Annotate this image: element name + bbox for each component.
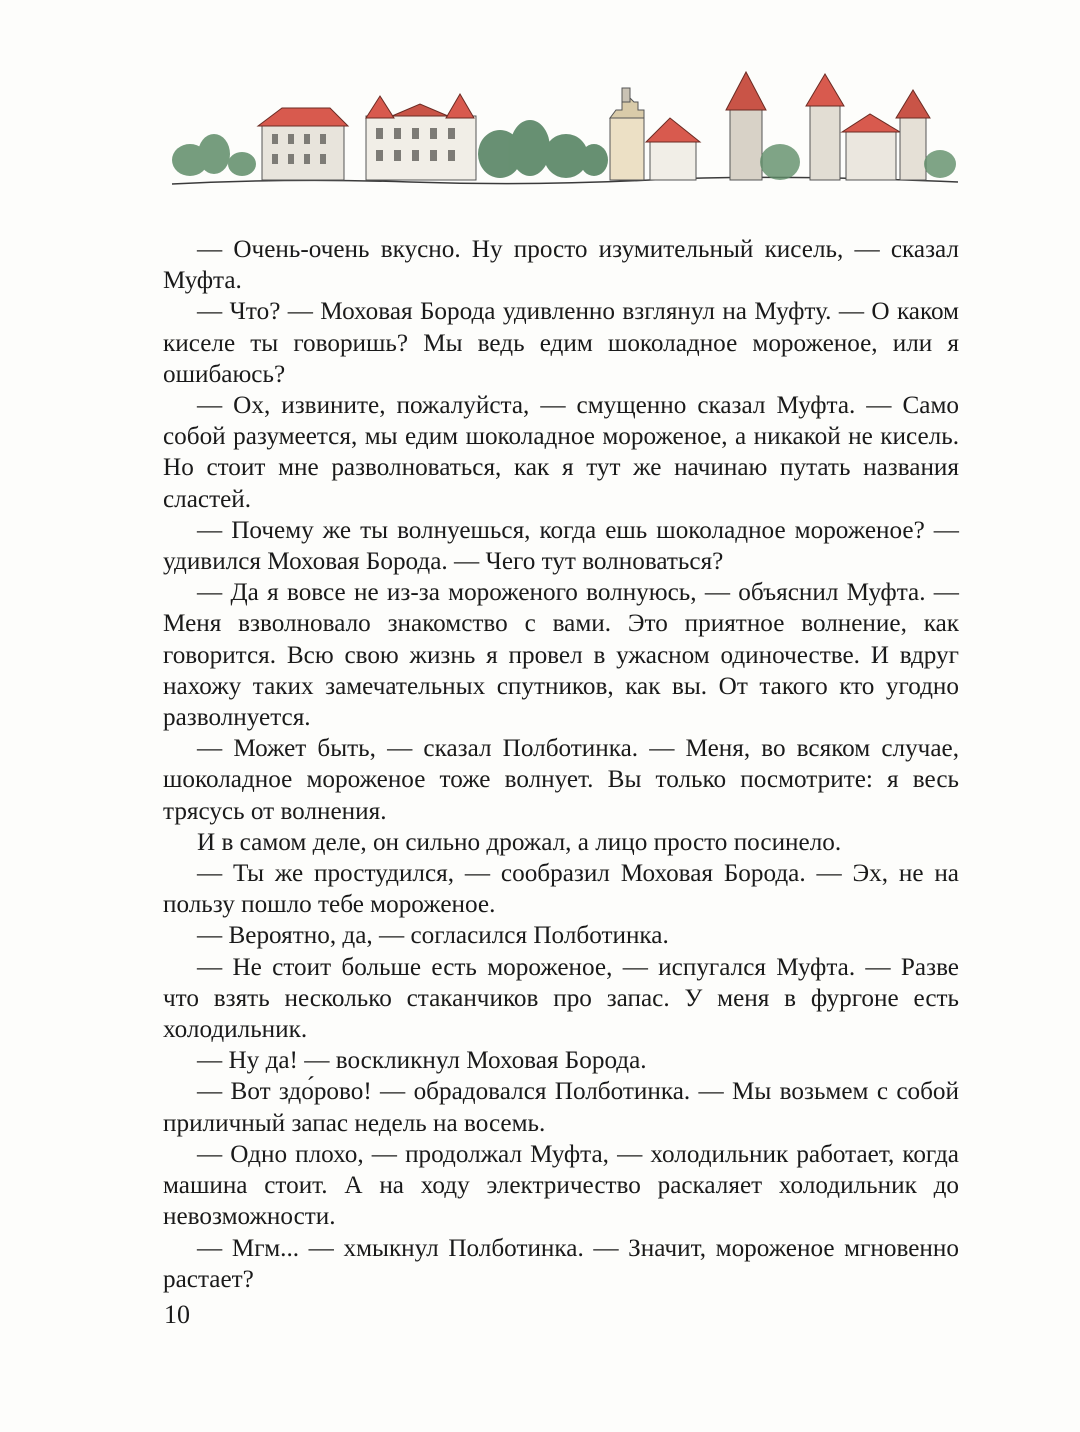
paragraph: — Одно плохо, — продолжал Муфта, — холодильник работает, когда машина стоит. А на ходу электричество раскаляет холодильник до невозможности. <box>163 1140 959 1231</box>
paragraph: — Вероятно, да, — согласился Полботинка. <box>197 922 669 950</box>
paragraph: — Вот здо́рово! — обрадовался Полботинка. — Мы возьмем с собой приличный запас недель на восемь. <box>163 1078 959 1137</box>
paragraph: — Да я вовсе не из-за мороженого волнуюсь, — объяснил Муфта. — Меня взволновало знакомство с вами. Это приятное волнение, как говорится. Всю свою жизнь я провел в ужасном одиночестве. И вдруг нахожу таких замечательных спутников, как вы. От такого кто угодно разволнуется. <box>163 579 959 732</box>
paragraph: — Может быть, — сказал Полботинка. — Меня, во всяком случае, шоколадное мороженое тоже волнует. Вы только посмотрите: я весь трясусь от волнения. <box>163 735 959 825</box>
paragraph: — Ну да! — воскликнул Моховая Борода. <box>197 1047 647 1075</box>
town-skyline-illustration <box>170 68 960 192</box>
paragraph: — Очень-очень вкусно. Ну просто изумительный кисель, — сказал Муфта. <box>163 236 959 295</box>
paragraph: — Не стоит больше есть мороженое, — испугался Муфта. — Разве что взять несколько стаканчиков про запас. У меня в фургоне есть холодильник. <box>163 953 959 1044</box>
paragraph: И в самом деле, он сильно дрожал, а лицо просто посинело. <box>197 828 842 856</box>
paragraph: — Ох, извините, пожалуйста, — смущенно сказал Муфта. — Само собой разумеется, мы едим шоколадное мороженое, а никакой не кисель. Но стоит мне разволноваться, как я тут же начинаю путать названия сластей. <box>163 392 959 513</box>
paragraph: — Что? — Моховая Борода удивленно взглянул на Муфту. — О каком киселе ты говоришь? Мы ведь едим шоколадное мороженое, или я ошибаюсь? <box>163 298 959 388</box>
paragraph: — Почему же ты волнуешься, когда ешь шоколадное мороженое? — удивился Моховая Борода. — Чего тут волноваться? <box>163 516 959 576</box>
body-text <box>163 234 959 1295</box>
paragraph: — Ты же простудился, — сообразил Моховая Борода. — Эх, не на пользу пошло тебе мороженое. <box>163 860 959 919</box>
page-number: 10 <box>164 1300 190 1329</box>
paragraph: — Мгм... — хмыкнул Полботинка. — Значит, мороженое мгновенно растает? <box>163 1234 959 1293</box>
